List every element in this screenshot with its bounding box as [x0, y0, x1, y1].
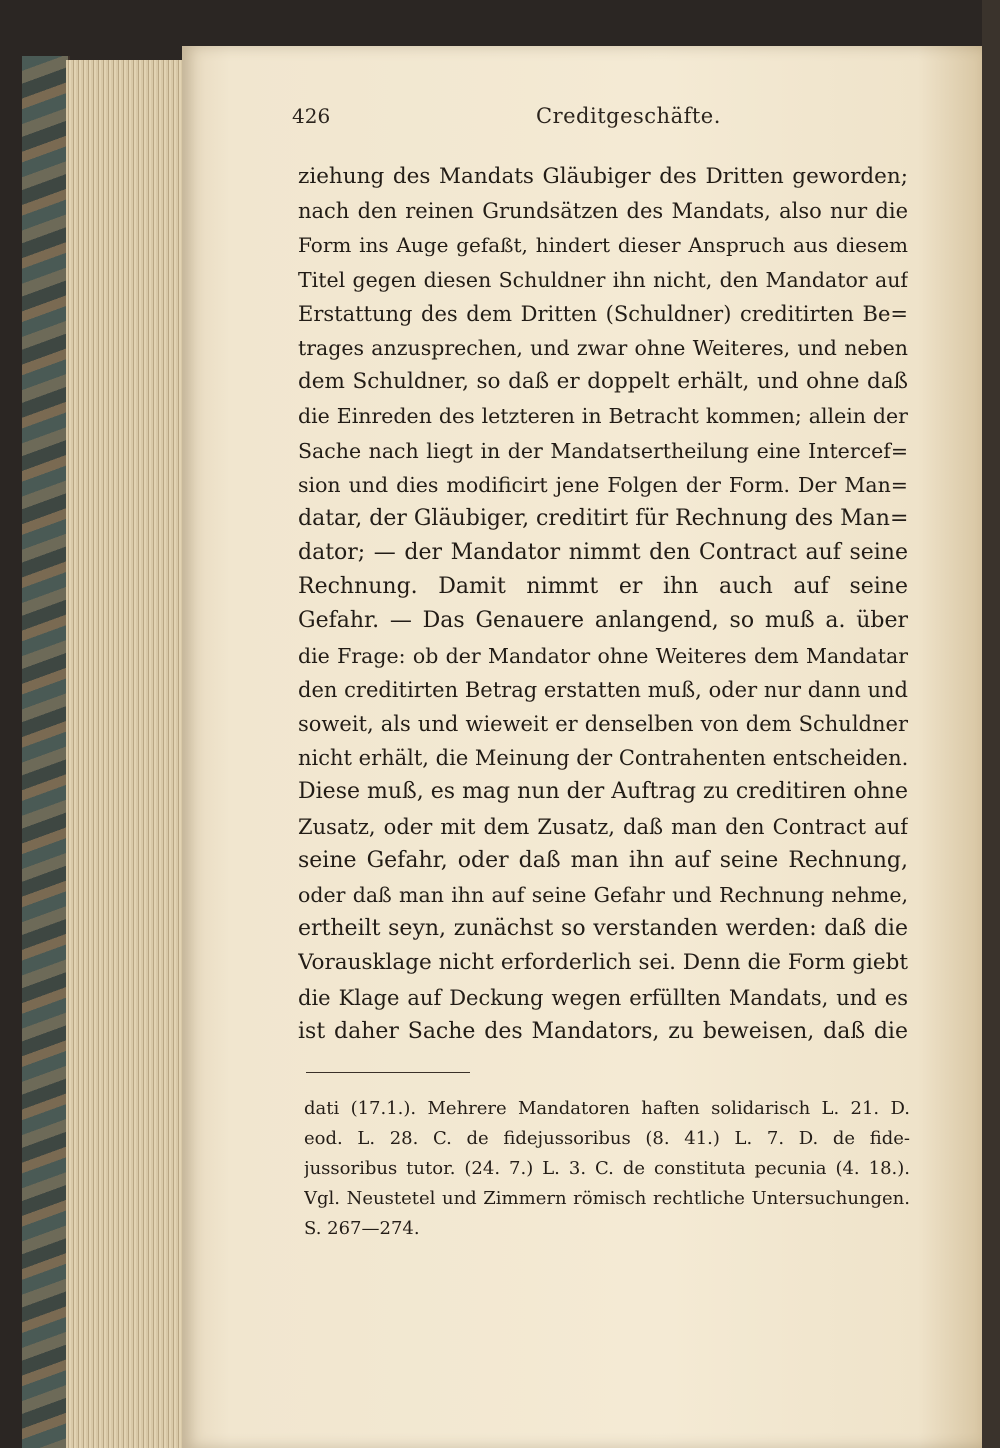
scan-background-strip [982, 0, 1000, 1448]
text-line: die Klage auf Deckung wegen erfüllten Mandats, und es [298, 985, 908, 1010]
text-line: trages anzusprechen, und zwar ohne Weiteres, und neben [298, 335, 908, 360]
text-line: ertheilt seyn, zunächst so verstanden werden: daß die [298, 916, 908, 942]
text-line: Rechnung. Damit nimmt er ihn auch auf seine [298, 574, 908, 600]
footnote-line: jussoribus tutor. (24. 7.) L. 3. C. de constituta pecunia (4. 18.). [304, 1158, 910, 1179]
text-line: oder daß man ihn auf seine Gefahr und Rechnung nehme, [298, 882, 908, 907]
text-line: nach den reinen Grundsätzen des Mandats, also nur die [298, 199, 908, 224]
footnote-line: Vgl. Neustetel und Zimmern römisch rechtliche Untersuchungen. [304, 1188, 910, 1209]
running-head: Creditgeschäfte. [536, 104, 721, 128]
text-line: seine Gefahr, oder daß man ihn auf seine Rechnung, [298, 847, 908, 873]
text-line: Form ins Auge gefaßt, hindert dieser Anspruch aus diesem [298, 233, 908, 258]
footnote-line: eod. L. 28. C. de fidejussoribus (8. 41.) L. 7. D. de fide- [304, 1128, 910, 1149]
footnote-separator [306, 1072, 470, 1073]
main-text-block [298, 160, 908, 1049]
marbled-book-edge [22, 56, 70, 1448]
footnote-line: S. 267—274. [304, 1218, 420, 1239]
text-line: dem Schuldner, so daß er doppelt erhält, und ohne daß [298, 369, 908, 395]
footnote-block [304, 1094, 910, 1244]
text-line: ist daher Sache des Mandators, zu beweisen, daß die [298, 1018, 908, 1044]
page-number: 426 [292, 104, 331, 128]
text-line: Zusatz, oder mit dem Zusatz, daß man den Contract auf [298, 814, 908, 839]
text-line: nicht erhält, die Meinung der Contrahenten entscheiden. [298, 746, 908, 771]
footnote-line: dati (17.1.). Mehrere Mandatoren haften solidarisch L. 21. D. [304, 1098, 910, 1119]
text-line: soweit, als und wieweit er denselben von dem Schuldner [298, 712, 908, 736]
text-line: dator; — der Mandator nimmt den Contract auf seine [298, 540, 908, 566]
text-line: Gefahr. — Das Genauere anlangend, so muß a. über [298, 608, 908, 634]
page-header [292, 104, 912, 138]
text-line: Diese muß, es mag nun der Auftrag zu creditiren ohne [298, 779, 908, 805]
text-line: Sache nach liegt in der Mandatsertheilung eine Intercef= [298, 438, 908, 463]
text-line: ziehung des Mandats Gläubiger des Dritten geworden; [298, 164, 908, 189]
text-line: sion und dies modificirt jene Folgen der Form. Der Man= [298, 472, 908, 497]
text-line: Erstattung des dem Dritten (Schuldner) creditirten Be= [298, 301, 908, 326]
text-line: die Einreden des letzteren in Betracht kommen; allein der [298, 404, 908, 429]
text-line: Vorausklage nicht erforderlich sei. Denn die Form giebt [298, 950, 908, 976]
text-line: Titel gegen diesen Schuldner ihn nicht, den Mandator auf [298, 267, 908, 292]
text-line: die Frage: ob der Mandator ohne Weiteres dem Mandatar [298, 643, 908, 668]
text-line: den creditirten Betrag erstatten muß, oder nur dann und [298, 677, 908, 702]
page-stack-edge [66, 60, 186, 1448]
text-line: datar, der Gläubiger, creditirt für Rechnung des Man= [298, 505, 908, 531]
